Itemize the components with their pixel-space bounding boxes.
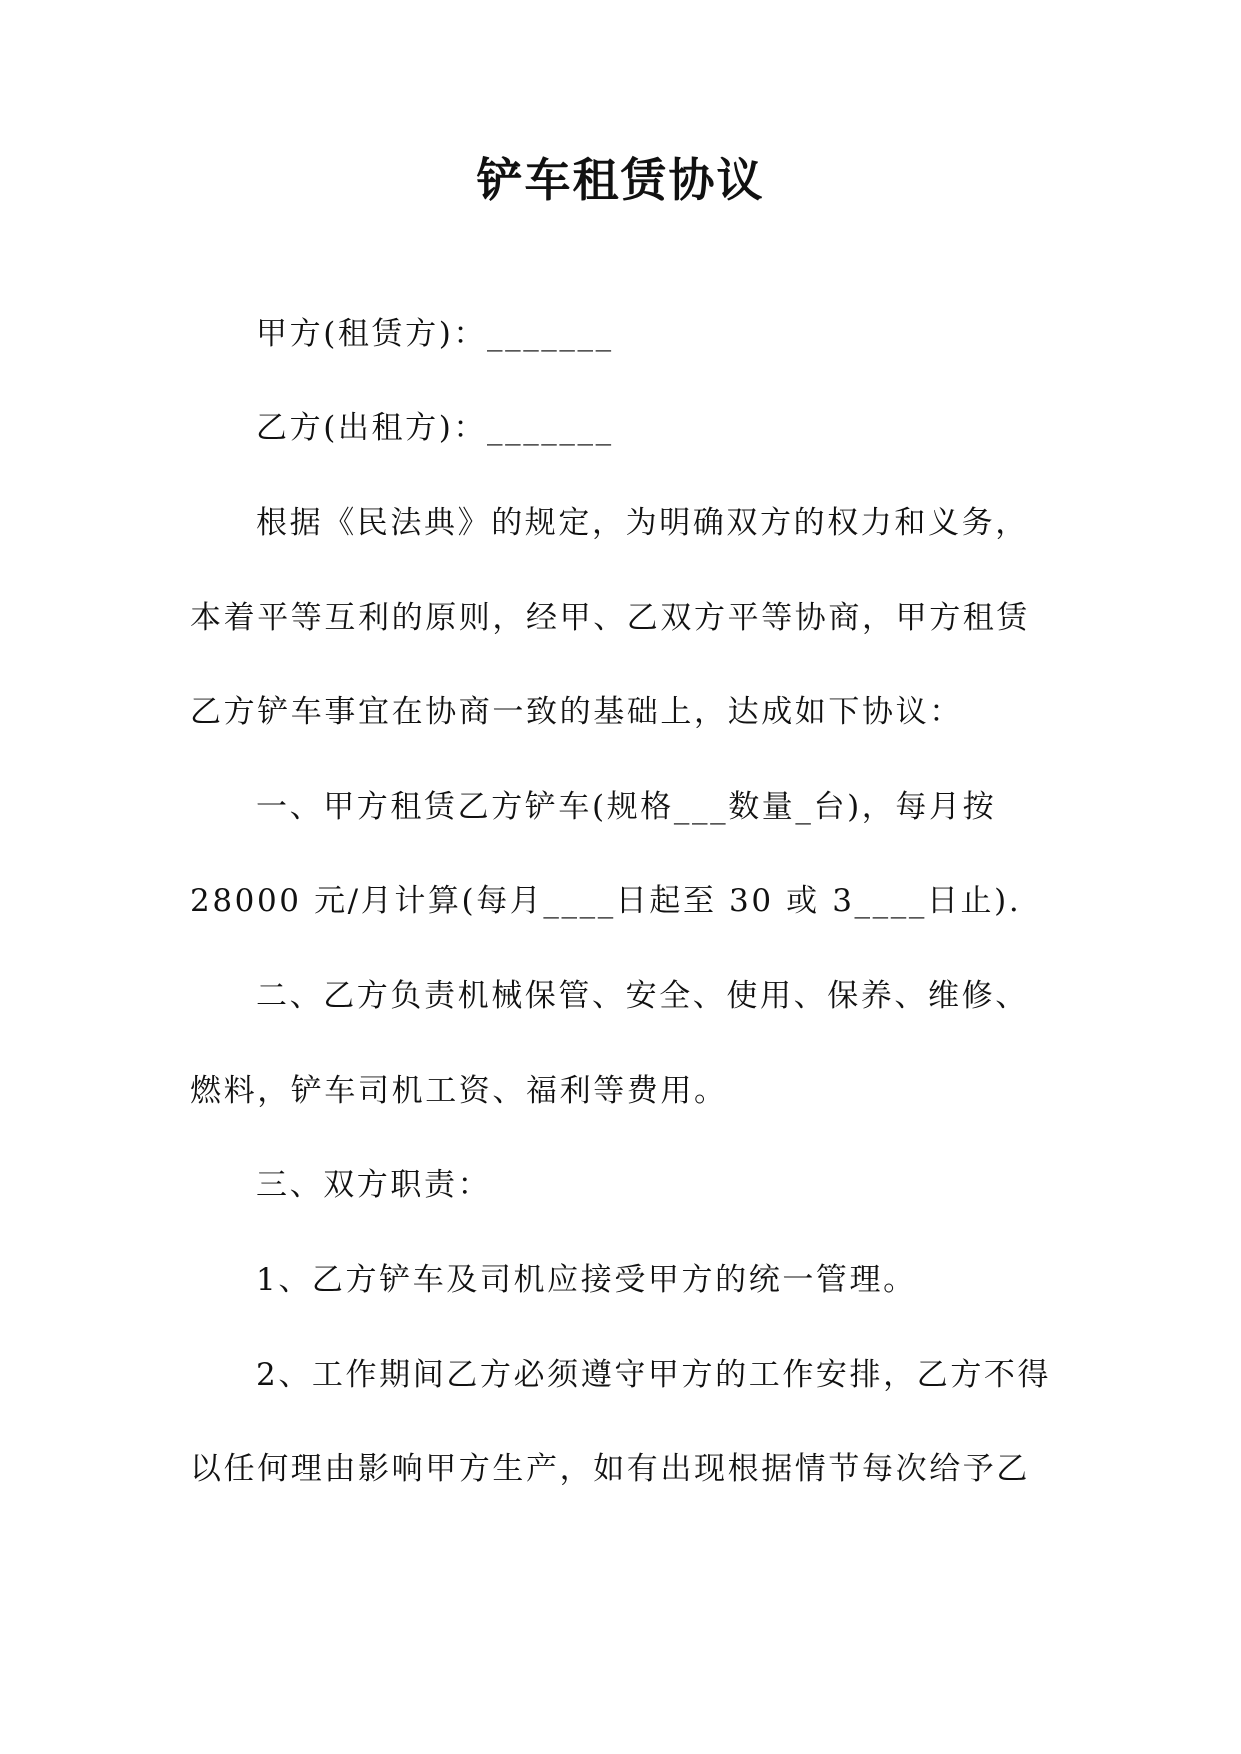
clause-2-line: 二、乙方负责机械保管、安全、使用、保养、维修、 <box>256 978 1029 1014</box>
clause-1-line: 28000 元/月计算(每月____日起至 30 或 3____日止). <box>190 883 1022 919</box>
party-a-line: 甲方(租赁方)：_______ <box>256 316 614 352</box>
duty-2-line: 以任何理由影响甲方生产，如有出现根据情节每次给予乙 <box>190 1451 1030 1487</box>
clause-3-heading: 三、双方职责： <box>256 1167 492 1203</box>
clause-2-line: 燃料，铲车司机工资、福利等费用。 <box>190 1073 728 1109</box>
paragraph-line: 乙方铲车事宜在协商一致的基础上，达成如下协议： <box>190 694 963 730</box>
duty-2-line: 2、工作期间乙方必须遵守甲方的工作安排，乙方不得 <box>256 1357 1052 1393</box>
party-b-line: 乙方(出租方)：_______ <box>256 410 614 446</box>
paragraph-line: 根据《民法典》的规定，为明确双方的权力和义务， <box>256 505 1029 541</box>
paragraph-line: 本着平等互利的原则，经甲、乙双方平等协商，甲方租赁 <box>190 600 1030 636</box>
document-title: 铲车租赁协议 <box>476 153 765 207</box>
clause-1-line: 一、甲方租赁乙方铲车(规格___数量_台)，每月按 <box>256 789 997 825</box>
duty-1-line: 1、乙方铲车及司机应接受甲方的统一管理。 <box>256 1262 917 1298</box>
